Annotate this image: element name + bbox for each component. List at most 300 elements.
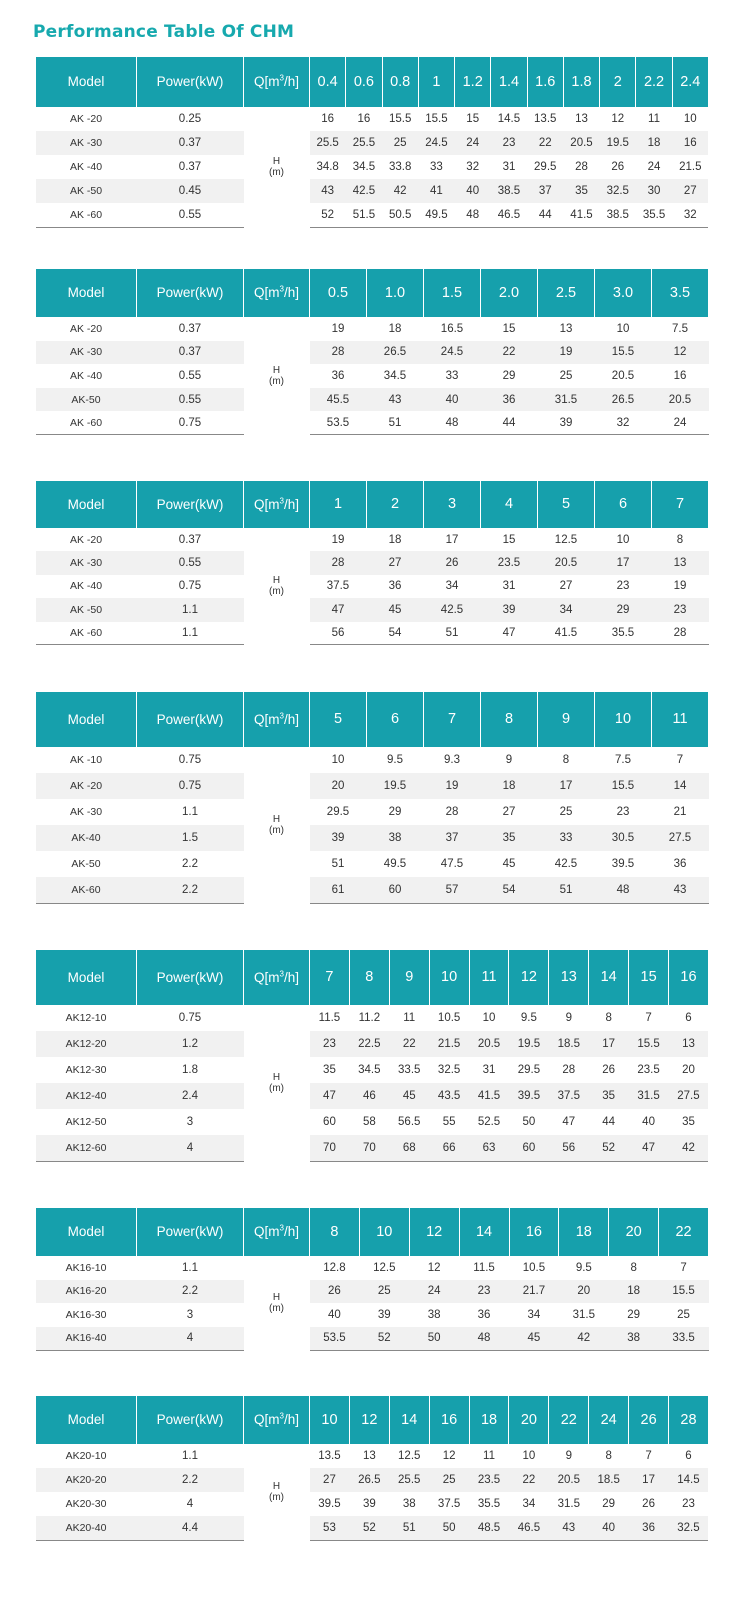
head-value-cell: 48	[459, 1327, 509, 1351]
head-value-cell: 46.5	[509, 1516, 549, 1540]
table-row	[36, 1468, 709, 1492]
head-value-cell: 31	[502, 161, 516, 173]
head-value-cell: 52	[349, 1516, 389, 1540]
power-cell: 3	[186, 1116, 194, 1128]
head-value-cell: 15	[466, 113, 480, 125]
performance-table	[35, 1396, 709, 1541]
head-value-cell: 40	[642, 1116, 655, 1128]
flow-value-header: 20	[509, 1396, 549, 1444]
model-header: Model	[36, 950, 137, 1005]
flow-value-header: 15	[629, 950, 669, 1005]
head-value-cell: 20.5	[611, 369, 635, 382]
head-value-cell: 22	[389, 1031, 429, 1057]
head-value-cell: 52	[359, 1327, 409, 1351]
flow-value-header: 10	[429, 950, 469, 1005]
power-cell: 4	[137, 1135, 244, 1161]
head-value-cell: 34	[538, 598, 595, 621]
power-cell: 2.2	[137, 877, 244, 903]
flow-value-header: 1.6	[527, 57, 563, 107]
head-value-cell: 19	[331, 533, 345, 546]
flow-value-header: 1.0	[367, 269, 424, 317]
model-cell: AK20-20	[36, 1468, 137, 1492]
power-cell: 1.1	[137, 622, 244, 645]
flow-unit-header	[244, 692, 310, 747]
head-value-cell: 12	[652, 341, 709, 365]
table-row	[36, 155, 709, 179]
head-value-cell: 19.5	[367, 773, 424, 799]
model-cell: AK -30	[36, 131, 137, 155]
head-value-cell: 25	[559, 806, 573, 818]
head-value-cell: 13	[669, 1031, 709, 1057]
flow-unit-suffix: /h]	[283, 1412, 299, 1428]
head-value-cell: 16	[357, 113, 371, 125]
head-value-cell: 20.5	[563, 131, 599, 155]
head-value-cell: 25	[382, 131, 418, 155]
flow-value-header: 8	[349, 950, 389, 1005]
head-value-cell: 15.5	[425, 113, 448, 125]
flow-unit-suffix: /h]	[283, 496, 299, 512]
head-value-cell: 13.5	[534, 113, 557, 125]
flow-unit-header	[244, 481, 310, 528]
head-label-unit: (m)	[269, 167, 284, 178]
table-header-row	[36, 692, 709, 747]
head-value-cell: 11	[403, 1012, 416, 1024]
head-value-cell: 39.5	[318, 1498, 341, 1510]
head-value-cell: 49.5	[383, 858, 407, 870]
head-value-cell: 31.5	[538, 388, 595, 412]
flow-value-header: 3	[424, 481, 481, 528]
power-header: Power(kW)	[137, 692, 244, 747]
head-value-cell: 43	[652, 877, 709, 903]
model-cell: AK -20	[69, 533, 103, 546]
head-value-cell: 38.5	[600, 203, 636, 227]
head-value-cell: 12.5	[373, 1261, 396, 1274]
flow-value-header: 2.2	[636, 57, 672, 107]
flow-unit-prefix: Q[m	[254, 969, 280, 985]
head-value-cell: 24.5	[424, 341, 481, 365]
flow-value-header: 2.4	[672, 57, 708, 107]
head-value-cell: 12	[611, 113, 625, 125]
head-value-cell: 36	[629, 1516, 669, 1540]
head-value-cell: 25	[429, 1468, 469, 1492]
power-cell: 1.2	[137, 1031, 244, 1057]
head-label-cell	[244, 1444, 310, 1540]
head-value-cell: 26	[642, 1498, 655, 1510]
head-value-cell: 45	[502, 858, 516, 870]
head-label-cell	[244, 317, 310, 435]
head-value-cell: 7	[645, 1012, 652, 1024]
head-value-cell: 47	[310, 1083, 350, 1109]
head-value-cell: 19	[673, 580, 687, 593]
flow-value-header: 11	[652, 692, 709, 747]
table-row	[36, 825, 709, 851]
flow-value-header: 5	[538, 481, 595, 528]
head-value-cell: 9	[565, 1450, 572, 1462]
head-value-cell: 17	[445, 533, 459, 546]
power-cell: 3	[186, 1308, 194, 1321]
head-value-cell: 24	[652, 411, 709, 435]
head-value-cell: 21.5	[679, 161, 702, 173]
power-cell: 0.37	[178, 322, 202, 335]
model-cell: AK16-20	[36, 1280, 137, 1304]
head-value-cell: 43	[549, 1516, 589, 1540]
head-value-cell: 7	[645, 1450, 652, 1462]
head-value-cell: 10	[331, 754, 345, 766]
model-header: Model	[36, 481, 137, 528]
head-value-cell: 15.5	[629, 1031, 669, 1057]
flow-value-header: 10	[359, 1208, 409, 1256]
head-value-cell: 12.5	[398, 1450, 421, 1462]
head-value-cell: 10	[683, 113, 697, 125]
performance-table	[35, 950, 709, 1162]
head-value-cell: 31.5	[572, 1308, 595, 1321]
head-value-cell: 34	[522, 1498, 536, 1510]
power-cell: 1.1	[182, 806, 198, 818]
head-value-cell: 37.5	[326, 580, 350, 593]
head-value-cell: 52	[310, 203, 346, 227]
flow-unit-prefix: Q[m	[254, 1224, 280, 1240]
head-value-cell: 9.5	[520, 1012, 537, 1024]
power-cell: 0.37	[137, 131, 244, 155]
power-cell: 2.2	[137, 1468, 244, 1492]
head-value-cell: 8	[630, 1261, 637, 1274]
head-value-cell: 11.5	[473, 1261, 495, 1274]
head-value-cell: 28	[562, 1064, 576, 1076]
head-value-cell: 21.5	[429, 1031, 469, 1057]
head-value-cell: 27	[559, 580, 573, 593]
head-value-cell: 13.5	[318, 1450, 341, 1462]
flow-unit-header	[244, 1396, 310, 1444]
head-value-cell: 47	[310, 598, 367, 621]
head-value-cell: 41.5	[469, 1083, 509, 1109]
flow-value-header: 8	[481, 692, 538, 747]
flow-value-header: 8	[310, 1208, 360, 1256]
power-cell: 0.75	[137, 773, 244, 799]
head-value-cell: 52	[589, 1135, 629, 1161]
flow-value-header: 0.4	[310, 57, 346, 107]
power-cell: 1.1	[182, 1450, 198, 1462]
table-row	[36, 1327, 709, 1351]
head-value-cell: 35	[323, 1064, 336, 1076]
flow-value-header: 7	[310, 950, 350, 1005]
head-value-cell: 70	[349, 1135, 389, 1161]
flow-value-header: 22	[659, 1208, 709, 1256]
flow-unit-header	[244, 1208, 310, 1256]
head-label-unit: (m)	[269, 1083, 284, 1094]
head-value-cell: 37	[424, 825, 481, 851]
flow-unit-header	[244, 57, 310, 107]
head-value-cell: 45	[389, 1083, 429, 1109]
head-value-cell: 26.5	[349, 1468, 389, 1492]
head-value-cell: 37.5	[549, 1083, 589, 1109]
head-value-cell: 24	[455, 131, 491, 155]
model-cell: AK-40	[36, 825, 137, 851]
head-value-cell: 31.5	[629, 1083, 669, 1109]
table-row	[36, 1135, 709, 1161]
performance-table	[35, 692, 709, 904]
power-header: Power(kW)	[137, 1396, 244, 1444]
model-cell: AK-60	[36, 877, 137, 903]
head-label-cell	[244, 107, 310, 227]
head-value-cell: 48	[455, 203, 491, 227]
head-value-cell: 51	[424, 622, 481, 645]
head-value-cell: 55	[442, 1116, 456, 1128]
head-value-cell: 18	[388, 533, 402, 546]
head-value-cell: 29	[388, 806, 402, 818]
head-value-cell: 14.5	[497, 113, 521, 125]
head-value-cell: 16.5	[440, 322, 464, 335]
flow-unit-suffix: /h]	[283, 74, 299, 90]
model-cell: AK16-40	[36, 1327, 137, 1351]
head-value-cell: 28	[652, 622, 709, 645]
flow-value-header: 20	[609, 1208, 659, 1256]
flow-unit-suffix: /h]	[283, 1224, 299, 1240]
head-value-cell: 23.5	[481, 551, 538, 574]
model-cell: AK -40	[69, 161, 103, 173]
head-value-cell: 46.5	[491, 203, 527, 227]
flow-value-header: 16	[509, 1208, 559, 1256]
head-value-cell: 27.5	[669, 1083, 709, 1109]
model-cell: AK -50	[36, 598, 137, 621]
head-value-cell: 38	[427, 1308, 441, 1321]
head-value-cell: 17	[538, 773, 595, 799]
power-cell: 1.1	[182, 1261, 198, 1274]
flow-value-header: 2	[600, 57, 636, 107]
head-value-cell: 36	[481, 388, 538, 412]
head-value-cell: 18	[388, 322, 402, 335]
flow-value-header: 22	[549, 1396, 589, 1444]
flow-value-header: 12	[349, 1396, 389, 1444]
head-value-cell: 15.5	[659, 1280, 709, 1304]
table-row	[36, 1005, 709, 1031]
flow-value-header: 0.6	[346, 57, 382, 107]
head-value-cell: 32.5	[600, 179, 636, 203]
head-value-cell: 48	[595, 877, 652, 903]
head-value-cell: 31.5	[557, 1498, 580, 1510]
head-value-cell: 13	[652, 551, 709, 574]
head-value-cell: 48	[424, 411, 481, 435]
model-cell: AK -30	[36, 341, 137, 365]
head-value-cell: 23	[682, 1498, 695, 1510]
head-value-cell: 35.5	[477, 1498, 501, 1510]
head-value-cell: 45.5	[310, 388, 367, 412]
flow-unit-prefix: Q[m	[254, 285, 280, 301]
model-cell: AK -60	[36, 203, 137, 227]
head-value-cell: 36	[388, 580, 402, 593]
model-cell: AK12-60	[36, 1135, 137, 1161]
head-value-cell: 34	[445, 580, 459, 593]
head-value-cell: 32	[672, 203, 708, 227]
power-cell: 4	[137, 1327, 244, 1351]
table-header-row	[36, 1396, 709, 1444]
performance-table	[35, 269, 709, 435]
power-cell: 4	[186, 1498, 194, 1510]
head-value-cell: 33.5	[398, 1064, 421, 1076]
flow-value-header: 16	[669, 950, 709, 1005]
head-value-cell: 29	[595, 598, 652, 621]
head-value-cell: 7	[680, 1261, 687, 1274]
head-value-cell: 43.5	[429, 1083, 469, 1109]
head-value-cell: 22	[527, 131, 563, 155]
head-value-cell: 58	[362, 1116, 376, 1128]
model-cell: AK20-10	[65, 1450, 107, 1462]
head-value-cell: 13	[362, 1450, 376, 1462]
head-value-cell: 35.5	[636, 203, 672, 227]
head-value-cell: 16	[673, 369, 687, 382]
head-label-symbol: H	[272, 575, 281, 587]
head-value-cell: 16	[672, 131, 708, 155]
head-value-cell: 24	[647, 161, 661, 173]
power-cell: 0.55	[178, 369, 202, 382]
head-value-cell: 25	[677, 1308, 690, 1321]
head-value-cell: 34.5	[383, 369, 407, 382]
power-cell: 0.75	[178, 754, 202, 766]
head-value-cell: 51.5	[346, 203, 382, 227]
power-cell: 0.75	[137, 411, 244, 435]
model-cell: AK20-40	[36, 1516, 137, 1540]
head-value-cell: 14	[652, 773, 709, 799]
head-value-cell: 33.5	[659, 1327, 709, 1351]
table-row	[36, 598, 709, 621]
head-value-cell: 40	[424, 388, 481, 412]
flow-value-header: 12	[509, 950, 549, 1005]
head-value-cell: 23	[459, 1280, 509, 1304]
head-value-cell: 20.5	[652, 388, 709, 412]
head-value-cell: 17	[589, 1031, 629, 1057]
head-label-cell	[244, 1256, 310, 1350]
head-value-cell: 29.5	[326, 806, 350, 818]
head-value-cell: 25.5	[310, 131, 346, 155]
head-value-cell: 35	[589, 1083, 629, 1109]
power-cell: 0.37	[137, 341, 244, 365]
flow-value-header: 12	[409, 1208, 459, 1256]
performance-table	[35, 1208, 709, 1351]
flow-value-header: 18	[559, 1208, 609, 1256]
table-row	[36, 1516, 709, 1540]
flow-unit-suffix: /h]	[283, 711, 299, 727]
model-cell: AK -60	[36, 622, 137, 645]
head-value-cell: 8	[562, 754, 570, 766]
head-value-cell: 51	[538, 877, 595, 903]
model-cell: AK12-40	[36, 1083, 137, 1109]
head-value-cell: 23	[616, 806, 630, 818]
table-row	[36, 1492, 709, 1516]
table-row	[36, 747, 709, 773]
head-value-cell: 26.5	[595, 388, 652, 412]
head-value-cell: 47.5	[440, 858, 464, 870]
head-value-cell: 34.5	[352, 161, 376, 173]
head-value-cell: 27	[310, 1468, 350, 1492]
power-cell: 2.4	[137, 1083, 244, 1109]
head-value-cell: 33.8	[388, 161, 412, 173]
head-value-cell: 38	[609, 1327, 659, 1351]
flow-value-header: 14	[589, 950, 629, 1005]
power-cell: 1.5	[137, 825, 244, 851]
head-value-cell: 24.5	[418, 131, 454, 155]
head-value-cell: 44	[527, 203, 563, 227]
head-value-cell: 41	[418, 179, 454, 203]
flow-unit-exponent: 3	[279, 969, 284, 979]
head-value-cell: 45	[509, 1327, 559, 1351]
head-label-cell	[244, 747, 310, 903]
head-value-cell: 38	[367, 825, 424, 851]
flow-unit-exponent: 3	[279, 1223, 284, 1233]
head-value-cell: 8	[605, 1012, 612, 1024]
head-value-cell: 15.5	[595, 773, 652, 799]
flow-unit-exponent: 3	[279, 1411, 284, 1421]
table-row	[36, 203, 709, 227]
head-value-cell: 20	[682, 1064, 695, 1076]
table-row	[36, 1057, 709, 1083]
power-cell: 0.75	[178, 580, 202, 593]
head-value-cell: 61	[310, 877, 367, 903]
head-value-cell: 51	[367, 411, 424, 435]
head-value-cell: 9.5	[387, 754, 403, 766]
head-value-cell: 34.5	[358, 1064, 381, 1076]
head-value-cell: 38	[402, 1498, 416, 1510]
model-cell: AK-50	[71, 858, 101, 870]
power-header: Power(kW)	[137, 57, 244, 107]
head-value-cell: 22	[481, 341, 538, 365]
head-value-cell: 32.5	[437, 1064, 461, 1076]
head-value-cell: 13	[575, 113, 588, 125]
head-label-symbol: H	[272, 814, 281, 825]
power-header: Power(kW)	[137, 481, 244, 528]
flow-value-header: 0.5	[310, 269, 367, 317]
head-value-cell: 35	[563, 179, 599, 203]
head-value-cell: 9	[565, 1012, 572, 1024]
flow-value-header: 14	[389, 1396, 429, 1444]
head-value-cell: 25	[559, 369, 573, 382]
head-value-cell: 10	[616, 322, 630, 335]
head-value-cell: 44	[602, 1116, 616, 1128]
head-value-cell: 51	[331, 858, 345, 870]
model-cell: AK-50	[36, 388, 137, 412]
head-value-cell: 19	[538, 341, 595, 365]
head-value-cell: 26.5	[367, 341, 424, 365]
head-value-cell: 20.5	[538, 551, 595, 574]
flow-unit-header	[244, 269, 310, 317]
power-header: Power(kW)	[137, 950, 244, 1005]
model-header: Model	[36, 1208, 137, 1256]
head-value-cell: 40	[589, 1516, 629, 1540]
head-value-cell: 53.5	[310, 411, 367, 435]
head-value-cell: 20.5	[469, 1031, 509, 1057]
head-value-cell: 30	[636, 179, 672, 203]
head-value-cell: 63	[469, 1135, 509, 1161]
table-row	[36, 575, 709, 598]
table-row	[36, 1444, 709, 1468]
head-value-cell: 37	[527, 179, 563, 203]
head-value-cell: 45	[367, 598, 424, 621]
head-value-cell: 56	[310, 622, 367, 645]
head-value-cell: 48.5	[469, 1516, 509, 1540]
model-cell: AK -10	[69, 754, 103, 766]
head-label-cell	[244, 528, 310, 645]
table-header-row	[36, 481, 709, 528]
table-row	[36, 551, 709, 574]
head-value-cell: 34.8	[316, 161, 339, 173]
head-value-cell: 9.5	[575, 1261, 592, 1274]
head-value-cell: 6	[685, 1450, 692, 1462]
model-cell: AK12-10	[65, 1012, 107, 1024]
table-row	[36, 622, 709, 645]
head-value-cell: 39.5	[509, 1083, 549, 1109]
head-value-cell: 6	[685, 1012, 692, 1024]
head-value-cell: 39	[362, 1498, 376, 1510]
table-row	[36, 528, 709, 551]
flow-value-header: 10	[310, 1396, 350, 1444]
